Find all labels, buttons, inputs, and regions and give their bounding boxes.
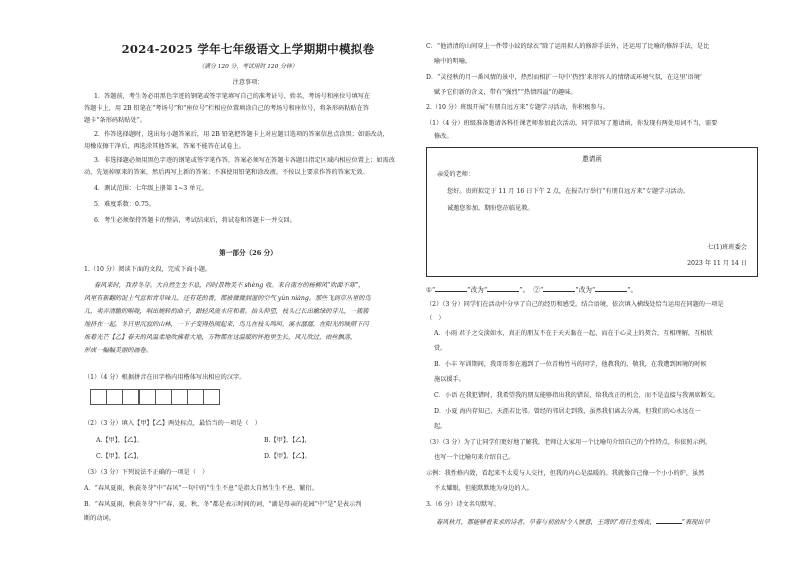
- exam-subtitle: （满分 120 分，考试用时 120 分钟）: [198, 64, 298, 70]
- q3-passage-text: 春风秋月，都能够看来求的诗者。早春与初放时令人惬意，王湾的“海日生残夜，: [436, 519, 656, 526]
- grid-cell[interactable]: [203, 389, 220, 405]
- q3-passage-text-2: ”表现出早: [681, 519, 710, 526]
- q1-passage-f: 形成一幅幅美丽的画卷。: [84, 347, 153, 354]
- note-2a: 2．作答选择题时，选出每小题答案后，用 2B 铅笔把答题卡上对应题目选项的答案信息点涂黑；如需改动，: [94, 131, 389, 138]
- q1-sub3-c2: 喻中的明喻。: [434, 58, 472, 65]
- q1-sub1: （1）（4 分）根据拼音在田字格内用楷体写出相应的汉字。: [84, 374, 246, 381]
- q2-sub2-a: （2）（3 分）同学们在活动中分享了自己的经历和感受。结合语境，依次填入横线处恰当运用在同题的一项是: [426, 301, 724, 308]
- q1-option-a: A.【甲】，【乙】。: [96, 437, 143, 444]
- note-5: 5．难度系数：0.75。: [94, 201, 156, 208]
- q3-blank[interactable]: [656, 516, 682, 524]
- q1-sub3-a: A．“春风夏雨，秋荻冬芽”中“春风”一句中的“生生不息”是指大自然生生不息、繁衍。: [84, 485, 318, 492]
- q2-option-a1: A．小雨 君子之交淡如水，真正的朋友不在于天天黏在一起，而在于心灵上的契合，互相理解，互相欣: [434, 330, 713, 337]
- q1-sub2: （2）（3 分）填入【甲】【乙】两处标点，最恰当的一项是（ ）: [84, 420, 261, 427]
- q2-sub1-a: （1）（4 分）班级准备邀请各科任课老师参加此次活动，同学拟写了邀请函，你发现有两处用词不当，需要: [426, 120, 718, 127]
- grid-cell[interactable]: [139, 389, 156, 405]
- q3-passage: [436, 516, 756, 527]
- q1-sub3-b1: B．“春风夏雨，秋荻冬芽”中“春、夏、秋、冬”都是表示时间的词，“湖是母亲的花园”中“是”是表示判: [84, 501, 362, 508]
- note-1c: 题卡“条形码粘贴处”。: [84, 117, 147, 124]
- q1-stem: 1.（10 分）阅读下面的文段，完成下面小题。: [84, 266, 212, 273]
- invitation-title: 邀请函: [582, 155, 602, 163]
- q1-option-d: D.【甲】。【乙】。: [264, 453, 311, 460]
- note-3a: 3．非选择题必须用黑色字迹的钢笔或签字笔作答，答案必须写在答题卡各题目指定区域内相应位置上；如需改: [94, 157, 395, 164]
- notes-heading: 注意事项：: [232, 79, 264, 86]
- fill-connector: ”改为“: [575, 286, 596, 294]
- note-3b: 动，先划掉原来的答案，然后再写上新的答案；不准使用铅笔和涂改液。不按以上要求作答的答案无效。: [84, 169, 369, 176]
- fill-end: ”。: [519, 286, 530, 294]
- q2-example-1: 示例：我性格内敛，看起来不太爱与人交往，但我的内心是温暖的。我就像自己像一个小小的炉，虽然: [426, 470, 705, 477]
- section-heading: 第一部分（26 分）: [219, 249, 277, 257]
- exam-title: 2024-2025 学年七年级语文上学期期中模拟卷: [121, 42, 375, 56]
- q1-option-b: B.【甲】，【乙】，: [264, 437, 311, 444]
- fill-blank[interactable]: [487, 284, 519, 292]
- invitation-greeting: 亲爱的老师：: [437, 171, 475, 178]
- q2-option-d1: D．小夏 海内存知己，天涯若比邻。曾经的邻居走到我，虽然我们离去分离，但我们的心永远在一: [434, 408, 701, 415]
- fill-blank[interactable]: [543, 284, 575, 292]
- answer-grid[interactable]: [90, 389, 220, 405]
- invitation-body-1: 您好。贵班拟定于 11 月 16 日下午 2 点，在报告厅举行“有朋自远方来”专题学习活动。: [447, 188, 689, 195]
- invitation-date: 2023 年 11 月 14 日: [687, 260, 747, 267]
- q1-passage-e: 烁着光芒【乙】春天的风温柔地吹拂着大地，万物都在这温暖的怀抱里生长，风儿吹过，雨丝飘落，: [84, 334, 357, 341]
- q2-sub1-b: 修改。: [434, 133, 453, 140]
- grid-cell[interactable]: [122, 389, 139, 405]
- q1-passage-d: 地挤在一起。冬日里沉寂的山林，一下子变得热闹起来，鸟儿在枝头鸣叫，溪水潺潺，在阳光的映照下闪: [84, 321, 369, 328]
- fill-end: ”。: [627, 286, 638, 294]
- invitation-box: [426, 147, 758, 277]
- grid-cell[interactable]: [106, 389, 123, 405]
- q2-option-a2: 赏。: [434, 345, 447, 352]
- invitation-signature: 七(1)班班委会: [707, 244, 747, 251]
- grid-cell[interactable]: [187, 389, 204, 405]
- q2-sub2-b: （ ）: [426, 315, 445, 322]
- note-4: 4．测试范围：七年级上册第 1~3 单元。: [94, 185, 208, 192]
- q1-option-c: C.【甲】。【乙】，: [96, 453, 143, 460]
- q2-sub3-b: 也写一个比喻句来介绍自己。: [434, 454, 515, 461]
- fill-line: ①“ ”改为“ ”。 ②“ ”改为“ ”。: [426, 286, 638, 294]
- fill-label-2: ②“: [533, 286, 544, 294]
- grid-cell[interactable]: [155, 389, 172, 405]
- note-2b: 用橡皮擦干净后，再选涂其他答案，答案不能答在试卷上。: [84, 143, 245, 150]
- q1-passage-c: 儿，卖弄清脆的喉咙，唱出婉转的曲子，跟轻风流水应和着。抬头仰望，枝头已长出嫩绿的芽儿，一簇簇: [84, 308, 369, 315]
- note-1b: 答题卡上，用 2B 铅笔在“考场号”和“座位号”栏相应位置填涂自己的考场号和座位号，将条形码粘贴在答: [84, 105, 369, 112]
- q2-option-d2: 起。: [434, 423, 447, 430]
- fill-connector: ”改为“: [467, 286, 488, 294]
- q2-option-b2: 施以援手。: [434, 376, 465, 383]
- q1-sub3-c1: C．“他清清的山间穿上一件带小紋的绿衣”除了运用拟人的修辞手法外，还运用了比喻的修辞手法，是比: [426, 43, 710, 50]
- q1-sub3-d2: 赋予它们新的含义，带有“强烈”“热情四溢”的趣味。: [434, 89, 577, 96]
- note-1a: 1．答题前，考生务必用黑色字迹的钢笔或签字笔填写自己的准考证号、姓名、考场号和座位号填写在: [94, 93, 371, 100]
- q2-option-b1: B．小丰 军训期间，我哥哥参在遇到了一位青梅竹马的同学，他教我的，敬我，在我遭到困境的时候: [434, 361, 707, 368]
- invitation-body-2: 诚邀您参加。期盼您莅临见教。: [447, 205, 534, 212]
- fill-label-1: ①: [426, 286, 432, 294]
- q2-example-2: 不太耀眼，但能默默地为身边的人。: [434, 485, 533, 492]
- q1-sub3: （3）（3 分）下列说法不正确的一项是（ ）: [84, 469, 209, 476]
- q3-stem: 3.（6 分）诗文名句默写。: [426, 501, 500, 508]
- q1-passage-a: 春风来时，我荐冬芽。大自然生生不息，四时景物美不 shèng 收。来自南方的杨柳风“吹面不寒”，: [94, 282, 365, 289]
- grid-cell[interactable]: [171, 389, 188, 405]
- q2-option-c1: C．小语 在我犯错时，我希望我的朋友能够指出我的错误，给我改正的机会，而不是直接与我割席断交。: [434, 392, 720, 399]
- grid-cell[interactable]: [90, 389, 107, 405]
- fill-blank[interactable]: [595, 284, 627, 292]
- fill-blank[interactable]: [435, 284, 467, 292]
- q1-sub3-b2: 断的动词。: [84, 515, 115, 522]
- q2-sub3-a: （3）（3 分）为了让同学们更好地了解我，老师让大家用一个比喻句介绍自己的个性特点，你依照示例，: [426, 439, 712, 446]
- note-6: 6．考生必须保持答题卡的整洁，考试结束后，将试卷和答题卡一并交回。: [94, 217, 296, 224]
- q1-passage-b: 风里有新翻的泥土气息和青草味儿。还有花的香，都被微微润湿的空气 yùn niàng。那些飞到草丛里的鸟: [84, 295, 371, 302]
- q2-stem: 2.（10 分）班级开展“有朋自远方来”专题学习活动，你积极参与。: [426, 104, 609, 111]
- q1-sub3-d1: D．“灵径秋的月一番风情的景中，热烈而相扩一句中‘热烈’来形容人的情绪或环境气氛，在这里‘语境’: [426, 74, 702, 81]
